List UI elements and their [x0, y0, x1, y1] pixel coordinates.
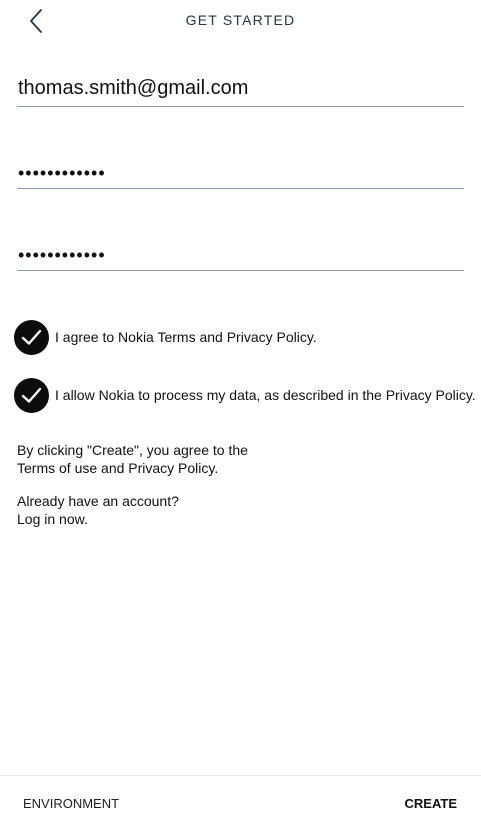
- footer-bar: [0, 775, 481, 828]
- create-button[interactable]: CREATE: [404, 796, 457, 811]
- header: [0, 0, 481, 44]
- data-processing-consent-label: I allow Nokia to process my data, as described in the Privacy Policy.: [55, 387, 476, 403]
- data-processing-consent-checkbox[interactable]: [14, 378, 474, 414]
- checkbox-checked[interactable]: [14, 320, 49, 355]
- legal-notice-line1: By clicking "Create", you agree to the: [17, 442, 248, 458]
- password-field[interactable]: [17, 148, 464, 189]
- confirm-password-input[interactable]: [18, 245, 458, 266]
- email-field[interactable]: [17, 66, 464, 107]
- page-title: GET STARTED: [185, 12, 296, 28]
- legal-notice: [17, 441, 248, 477]
- terms-consent-checkbox[interactable]: [14, 320, 474, 356]
- login-prompt-text: Already have an account?: [17, 493, 179, 509]
- terms-consent-label: I agree to Nokia Terms and Privacy Policy.: [55, 329, 317, 345]
- checkbox-checked[interactable]: [14, 378, 49, 413]
- email-input[interactable]: [18, 77, 458, 100]
- login-link[interactable]: Log in now.: [17, 511, 88, 527]
- environment-button[interactable]: ENVIRONMENT: [23, 796, 120, 811]
- password-input[interactable]: [18, 163, 458, 184]
- terms-privacy-link[interactable]: Terms of use and Privacy Policy.: [17, 460, 219, 476]
- login-prompt: [17, 492, 179, 528]
- confirm-password-field[interactable]: [17, 230, 464, 271]
